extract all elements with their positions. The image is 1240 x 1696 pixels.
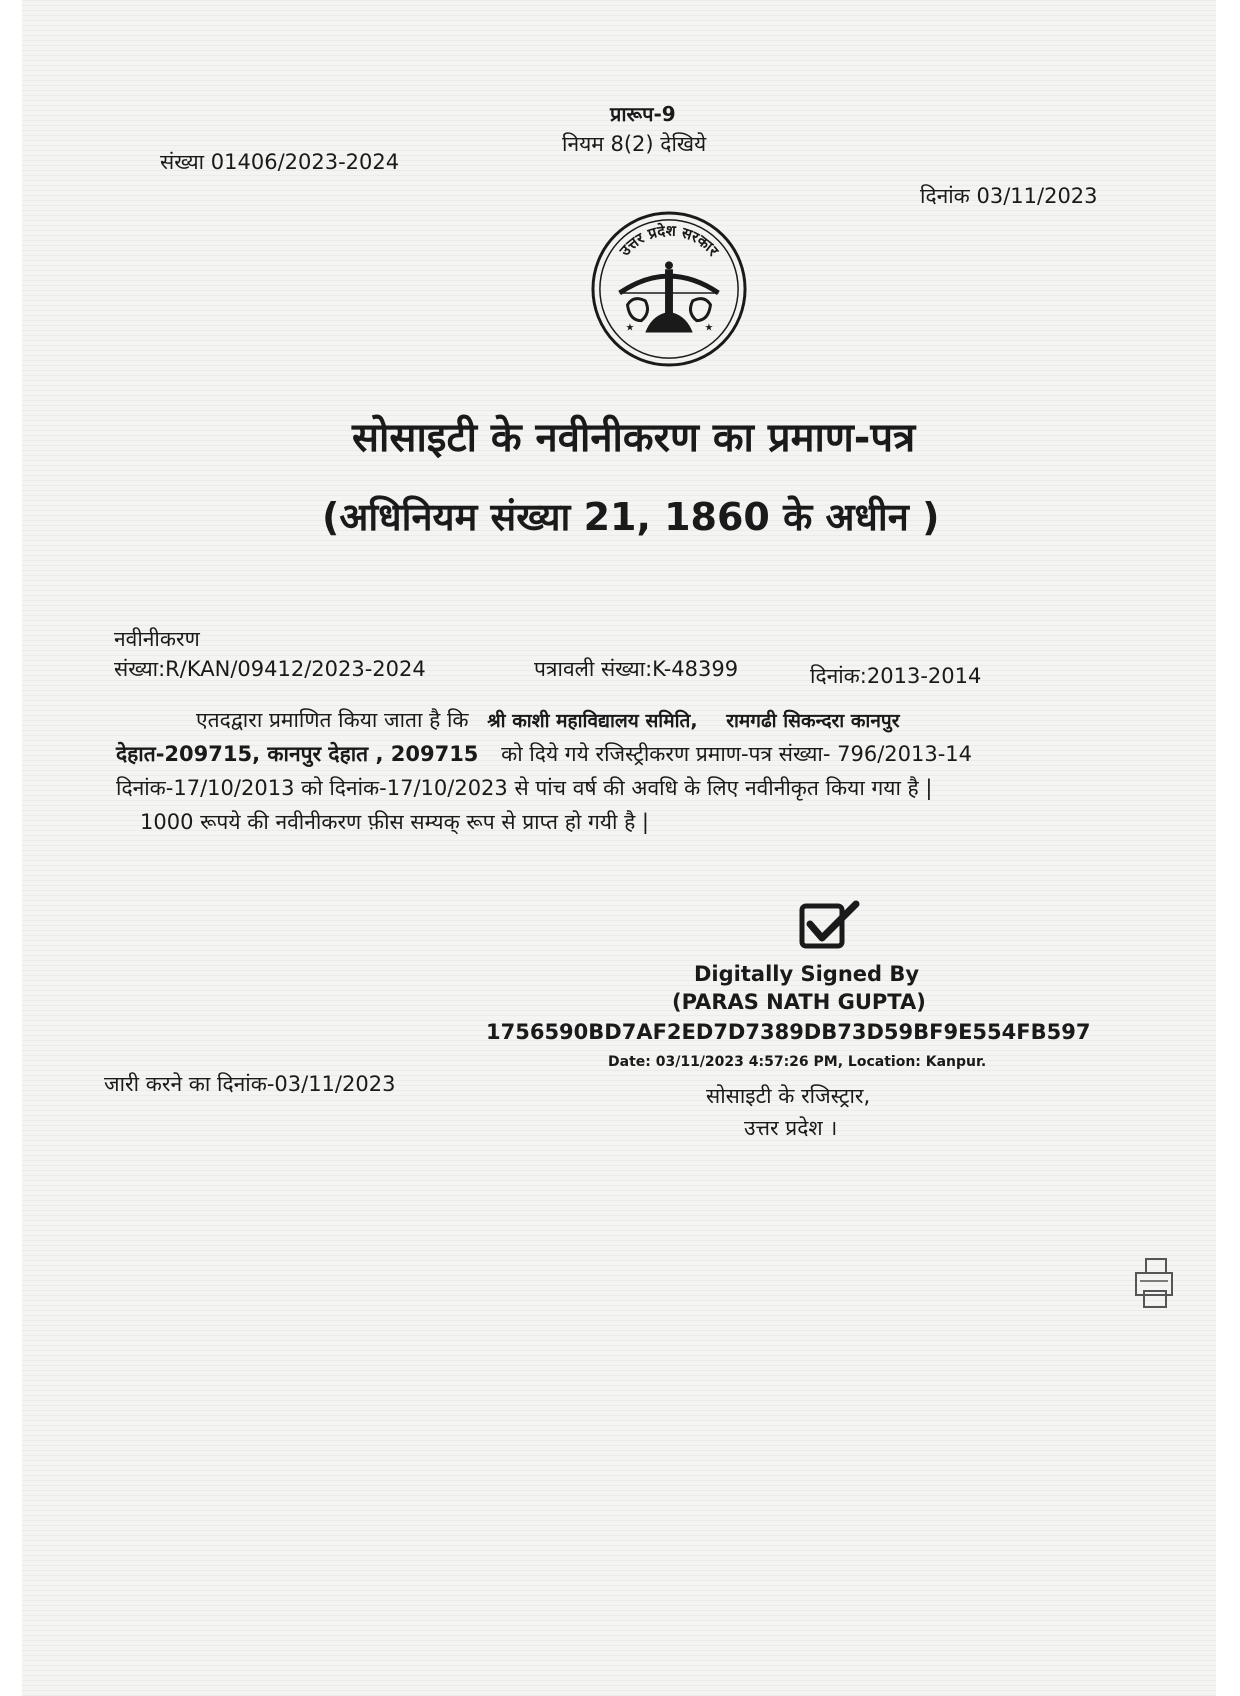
signature-meta: Date: 03/11/2023 4:57:26 PM, Location: Kanpur. — [608, 1054, 987, 1070]
renewal-number: संख्या:R/KAN/09412/2023-2024 — [114, 657, 426, 681]
signature-check-icon — [798, 898, 862, 952]
act-reference: (अधिनियम संख्या 21, 1860 के अधीन ) — [322, 495, 940, 539]
society-address-2: देहात-209715, कानपुर देहात , 209715 — [116, 742, 479, 766]
signatory-name: (PARAS NATH GUPTA) — [672, 990, 926, 1014]
rule-reference: नियम 8(2) देखिये — [562, 132, 707, 156]
svg-text:उत्तर प्रदेश सरकार — [616, 222, 722, 261]
certificate-number: संख्या 01406/2023-2024 — [160, 150, 400, 174]
society-name: श्री काशी महाविद्यालय समिति, — [487, 710, 698, 732]
issue-date: जारी करने का दिनांक-03/11/2023 — [104, 1072, 396, 1096]
renewal-period: दिनांक:2013-2014 — [810, 664, 982, 688]
form-number: प्रारूप-9 — [610, 102, 676, 126]
registrar-designation: सोसाइटी के रजिस्ट्रार, — [706, 1084, 871, 1108]
svg-text:★: ★ — [625, 322, 635, 334]
svg-text:★: ★ — [704, 322, 714, 334]
body-line-2 — [116, 740, 972, 768]
registrar-state: उत्तर प्रदेश । — [744, 1116, 838, 1140]
body-line-1 — [196, 706, 899, 734]
certify-text: एतदद्वारा प्रमाणित किया जाता है कि — [196, 708, 469, 732]
file-number: पत्रावली संख्या:K-48399 — [534, 657, 739, 681]
document-page — [22, 0, 1216, 1696]
seal-text: उत्तर प्रदेश सरकार — [616, 222, 722, 260]
signature-hash: 1756590BD7AF2ED7D7389DB73D59BF9E554FB597 — [486, 1020, 1091, 1044]
renewal-label: नवीनीकरण — [114, 627, 200, 651]
society-address-1: रामगढी सिकन्दरा कानपुर — [726, 710, 900, 732]
printer-mark-icon — [1132, 1255, 1176, 1313]
up-government-seal-icon — [590, 210, 748, 368]
certificate-date: दिनांक 03/11/2023 — [920, 184, 1098, 208]
registration-text: को दिये गये रजिस्ट्रीकरण प्रमाण-पत्र संख्या- 796/2013-14 — [501, 742, 973, 766]
digital-signature-label: Digitally Signed By — [694, 962, 920, 986]
certificate-title: सोसाइटी के नवीनीकरण का प्रमाण-पत्र — [352, 415, 916, 461]
body-line-4: 1000 रूपये की नवीनीकरण फ़ीस सम्यक् रूप से प्राप्त हो गयी है | — [140, 810, 649, 834]
body-line-3: दिनांक-17/10/2013 को दिनांक-17/10/2023 से पांच वर्ष की अवधि के लिए नवीनीकृत किया गया है | — [116, 776, 933, 800]
